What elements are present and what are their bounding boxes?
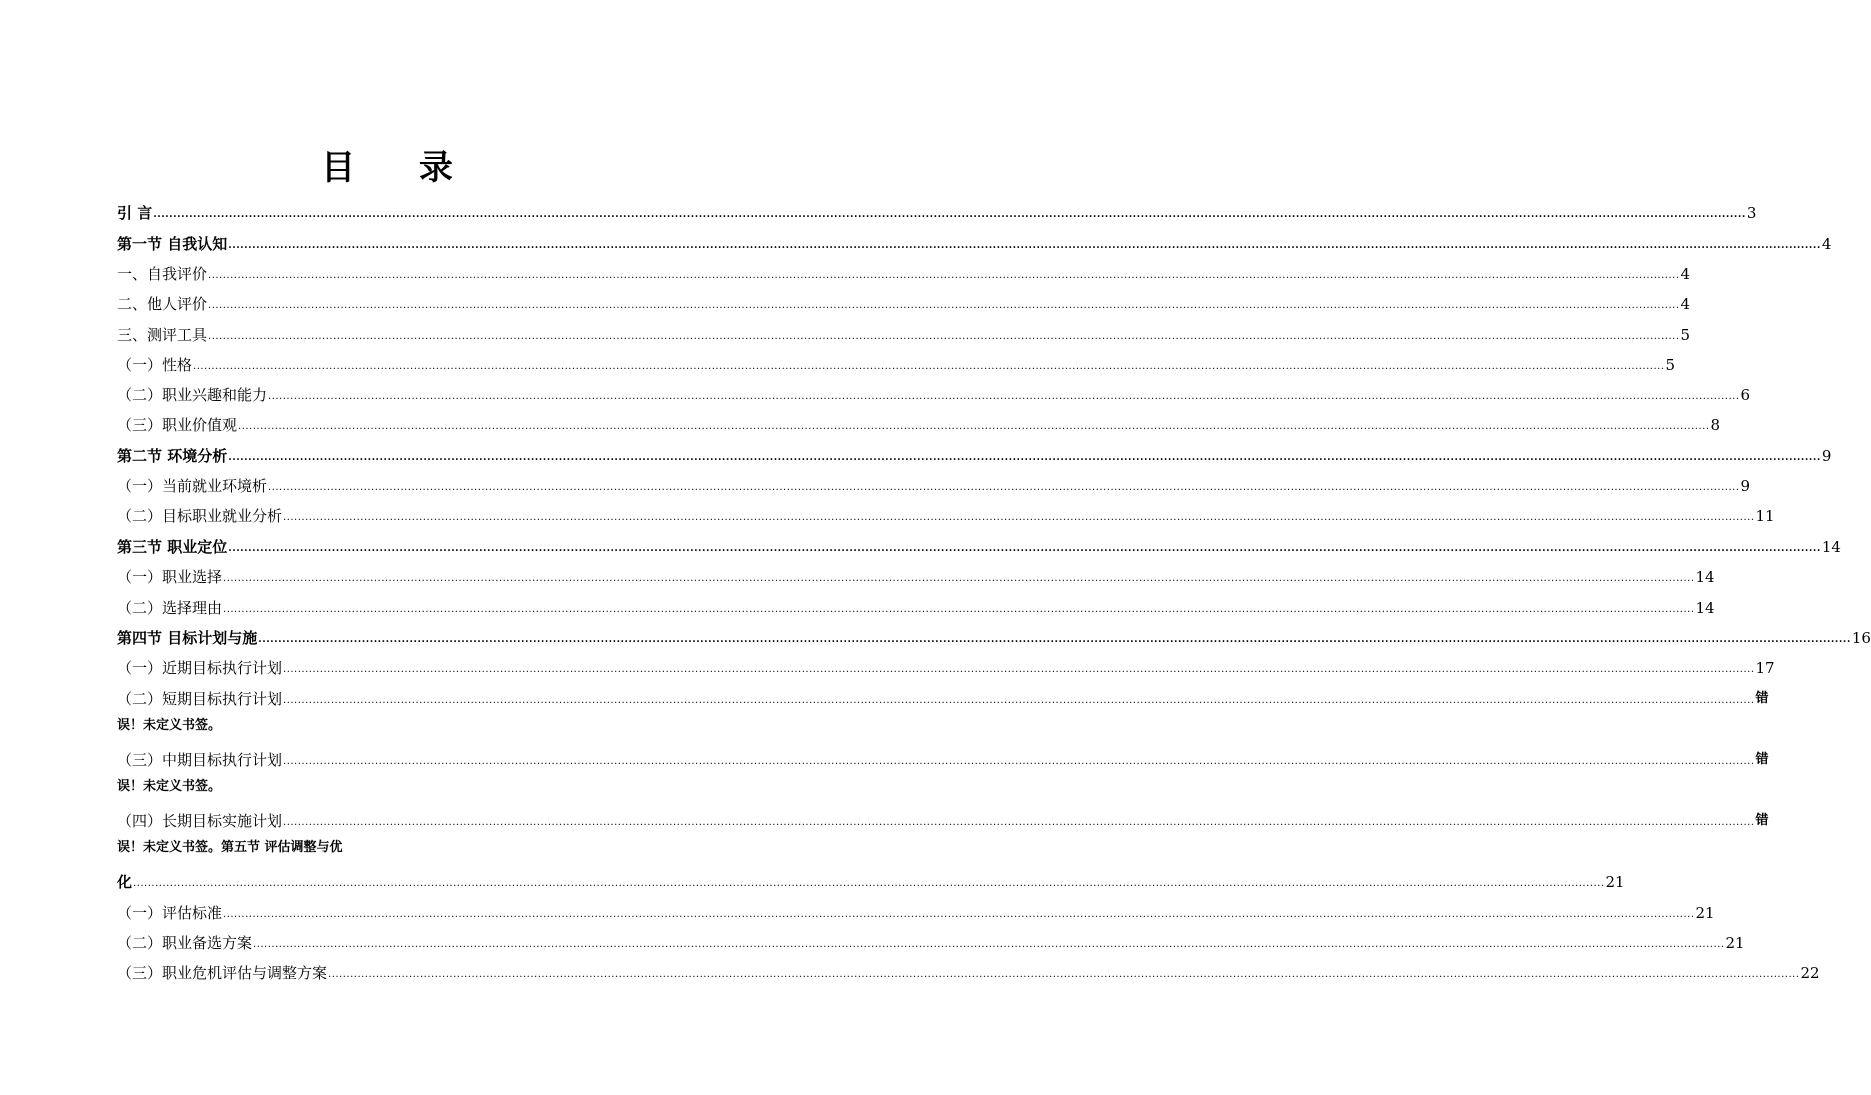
dot-leader: ................................................................................................................................................................................................................................................................................................................................................................................................................ xyxy=(253,939,1725,950)
toc-entry-label: 三、测评工具 xyxy=(117,326,208,344)
dot-leader: ................................................................................................................................................................................................................................................................................................................................................................................................................ xyxy=(193,361,1665,372)
toc-entry-page: 14 xyxy=(1821,538,1841,556)
dot-leader: ................................................................................................................................................................................................................................................................................................................................................................................................................ xyxy=(228,452,1821,463)
toc-entry-label: （二）选择理由 xyxy=(117,599,223,617)
toc-entry-page: 8 xyxy=(1710,416,1721,434)
toc-entry[interactable] xyxy=(117,929,1745,953)
toc-entry[interactable] xyxy=(117,807,1769,831)
dot-leader: ................................................................................................................................................................................................................................................................................................................................................................................................................ xyxy=(228,543,1821,554)
toc-entry-page: 4 xyxy=(1821,235,1832,253)
toc-entry-page: 错 xyxy=(1755,813,1769,828)
toc-entry-label: 第二节 环境分析 xyxy=(117,447,228,465)
dot-leader: ................................................................................................................................................................................................................................................................................................................................................................................................................ xyxy=(258,634,1851,645)
toc-entry-label: （一）评估标准 xyxy=(117,904,223,922)
toc-entry-page: 14 xyxy=(1695,568,1715,586)
toc-entry[interactable] xyxy=(117,230,1832,254)
toc-entry-page: 5 xyxy=(1665,356,1676,374)
toc-entry[interactable] xyxy=(117,381,1751,405)
dot-leader: ................................................................................................................................................................................................................................................................................................................................................................................................................ xyxy=(208,300,1680,311)
dot-leader: ................................................................................................................................................................................................................................................................................................................................................................................................................ xyxy=(283,756,1755,767)
toc-entry-label: 第三节 职业定位 xyxy=(117,538,228,556)
dot-leader: ................................................................................................................................................................................................................................................................................................................................................................................................................ xyxy=(133,878,1605,889)
toc-entry[interactable] xyxy=(117,321,1691,345)
toc-entry[interactable] xyxy=(117,594,1715,618)
dot-leader: ................................................................................................................................................................................................................................................................................................................................................................................................................ xyxy=(283,664,1755,675)
toc-entry-label: （二）职业兴趣和能力 xyxy=(117,386,268,404)
dot-leader: ................................................................................................................................................................................................................................................................................................................................................................................................................ xyxy=(268,482,1740,493)
toc-entry-label: （一）性格 xyxy=(117,356,193,374)
toc-entry-page: 4 xyxy=(1680,265,1691,283)
toc-entry[interactable] xyxy=(117,746,1769,770)
toc-entry[interactable] xyxy=(117,654,1775,678)
toc-entry-page: 4 xyxy=(1680,295,1691,313)
toc-entry-label: 化 xyxy=(117,873,133,891)
toc-entry-page: 21 xyxy=(1605,873,1625,891)
toc-entry[interactable] xyxy=(117,868,1625,892)
toc-entry-page: 9 xyxy=(1821,447,1832,465)
dot-leader: ................................................................................................................................................................................................................................................................................................................................................................................................................ xyxy=(283,695,1755,706)
toc-entry-page: 11 xyxy=(1755,507,1775,525)
toc-entry-page: 错 xyxy=(1755,691,1769,706)
dot-leader: ................................................................................................................................................................................................................................................................................................................................................................................................................ xyxy=(223,604,1695,615)
toc-entry-page: 22 xyxy=(1800,964,1820,982)
toc-entry-page: 9 xyxy=(1740,477,1751,495)
toc-entry-label: （二）职业备选方案 xyxy=(117,934,253,952)
dot-leader: ................................................................................................................................................................................................................................................................................................................................................................................................................ xyxy=(283,512,1755,523)
toc-entry-label: 二、他人评价 xyxy=(117,295,208,313)
toc-entry[interactable] xyxy=(117,624,1871,648)
toc-entry[interactable] xyxy=(117,959,1820,983)
toc-entry-label: 引 言 xyxy=(117,204,153,222)
toc-entry-page: 16 xyxy=(1851,629,1871,647)
toc-entry-label: 第四节 目标计划与施 xyxy=(117,629,258,647)
dot-leader: ................................................................................................................................................................................................................................................................................................................................................................................................................ xyxy=(208,270,1680,281)
toc-entry-page: 5 xyxy=(1680,326,1691,344)
dot-leader: ................................................................................................................................................................................................................................................................................................................................................................................................................ xyxy=(268,391,1740,402)
dot-leader: ................................................................................................................................................................................................................................................................................................................................................................................................................ xyxy=(153,209,1746,220)
toc-entry-label: （三）职业危机评估与调整方案 xyxy=(117,964,328,982)
toc-entry[interactable] xyxy=(117,411,1721,435)
toc-entry-label: （一）近期目标执行计划 xyxy=(117,659,283,677)
dot-leader: ................................................................................................................................................................................................................................................................................................................................................................................................................ xyxy=(283,817,1755,828)
toc-entry[interactable] xyxy=(117,442,1832,466)
toc-title: 目 录 xyxy=(321,148,479,188)
toc-entry[interactable] xyxy=(117,351,1676,375)
toc-entry-label: （三）职业价值观 xyxy=(117,416,238,434)
toc-entry-page: 错 xyxy=(1755,752,1769,767)
toc-entry-page: 21 xyxy=(1725,934,1745,952)
toc-entry-label: （一）职业选择 xyxy=(117,568,223,586)
toc-entry[interactable] xyxy=(117,260,1691,284)
toc-entry-page: 21 xyxy=(1695,904,1715,922)
toc-entry[interactable] xyxy=(117,290,1691,314)
dot-leader: ................................................................................................................................................................................................................................................................................................................................................................................................................ xyxy=(228,240,1821,251)
dot-leader: ................................................................................................................................................................................................................................................................................................................................................................................................................ xyxy=(223,909,1695,920)
toc-entry[interactable] xyxy=(117,199,1757,223)
bookmark-error-text: 误！未定义书签。 xyxy=(117,779,222,794)
dot-leader: ................................................................................................................................................................................................................................................................................................................................................................................................................ xyxy=(208,331,1680,342)
toc-entry-label: （二）短期目标执行计划 xyxy=(117,690,283,708)
toc-entry-label: （二）目标职业就业分析 xyxy=(117,507,283,525)
toc-entry[interactable] xyxy=(117,472,1751,496)
toc-entry-label: （四）长期目标实施计划 xyxy=(117,812,283,830)
toc-entry[interactable] xyxy=(117,502,1775,526)
toc-entry-page: 6 xyxy=(1740,386,1751,404)
toc-entry-page: 3 xyxy=(1746,204,1757,222)
bookmark-error-text: 误！未定义书签。第五节 评估调整与优 xyxy=(117,840,343,855)
toc-entry[interactable] xyxy=(117,685,1769,709)
toc-entry-page: 14 xyxy=(1695,599,1715,617)
toc-entry[interactable] xyxy=(117,563,1715,587)
toc-entry[interactable] xyxy=(117,899,1715,923)
toc-entry-label: 第一节 自我认知 xyxy=(117,235,228,253)
toc-entry-label: （一）当前就业环境析 xyxy=(117,477,268,495)
toc-entry-page: 17 xyxy=(1755,659,1775,677)
dot-leader: ................................................................................................................................................................................................................................................................................................................................................................................................................ xyxy=(223,573,1695,584)
dot-leader: ................................................................................................................................................................................................................................................................................................................................................................................................................ xyxy=(238,421,1710,432)
dot-leader: ................................................................................................................................................................................................................................................................................................................................................................................................................ xyxy=(328,969,1800,980)
bookmark-error-text: 误！未定义书签。 xyxy=(117,718,222,733)
toc-entry-label: （三）中期目标执行计划 xyxy=(117,751,283,769)
toc-entry-label: 一、自我评价 xyxy=(117,265,208,283)
toc-entry[interactable] xyxy=(117,533,1841,557)
